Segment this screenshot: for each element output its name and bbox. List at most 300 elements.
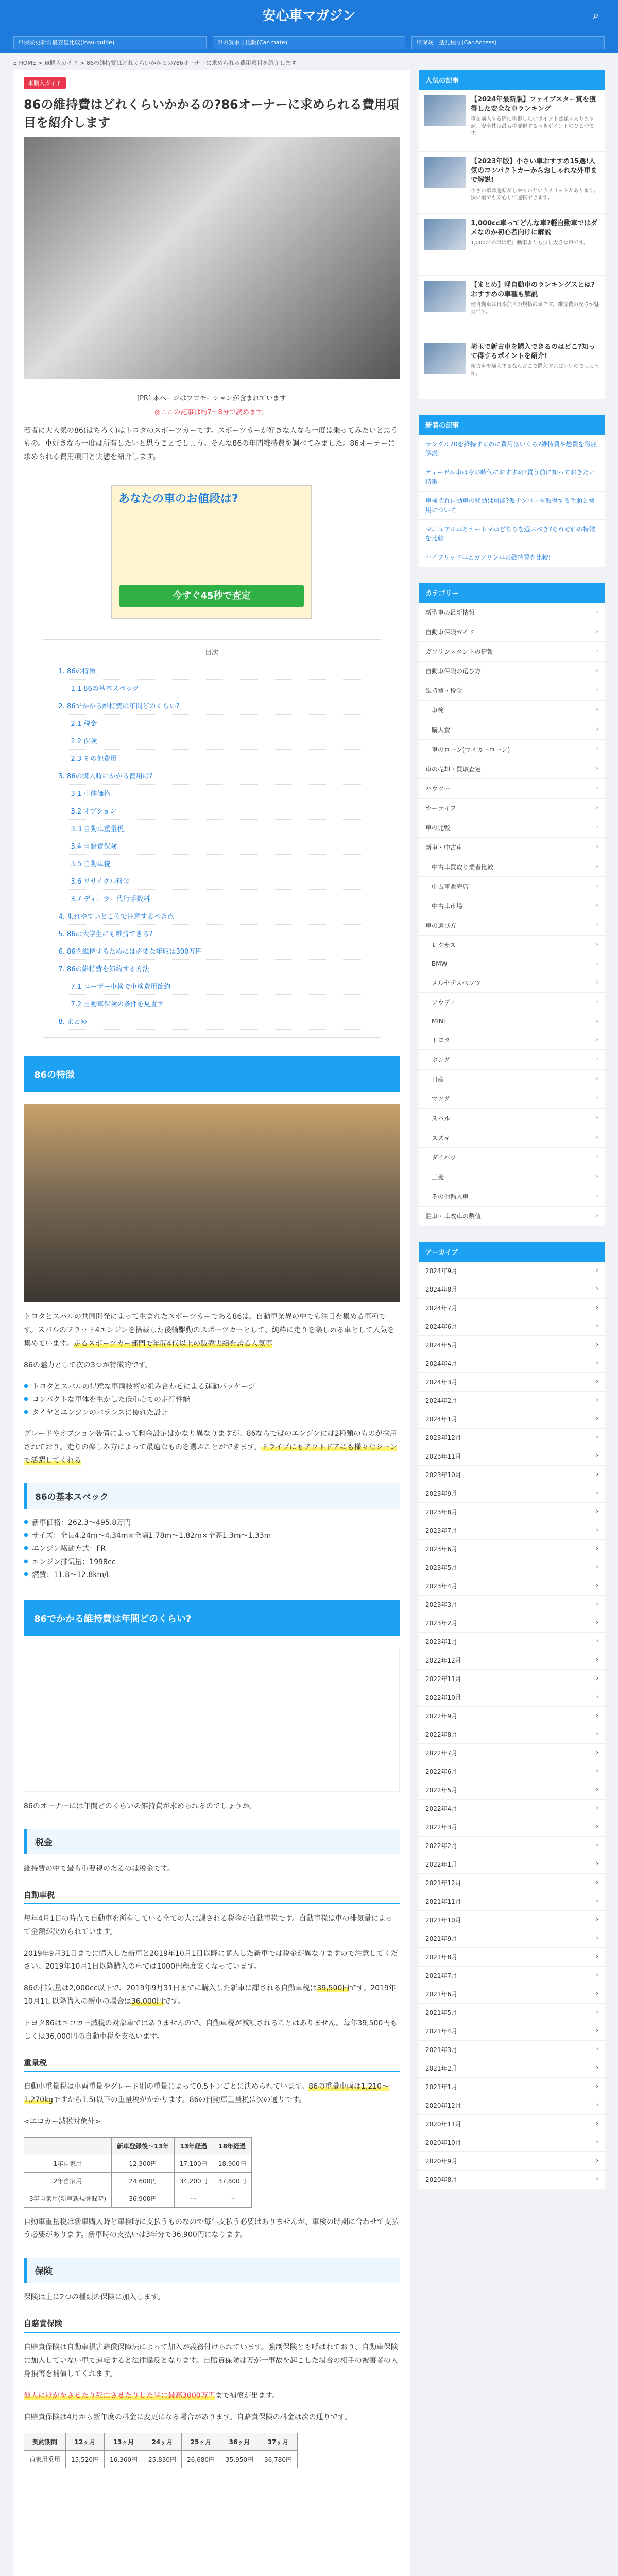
- features-text-2: 86の魅力として次の3つが特徴的です。: [24, 1361, 152, 1369]
- chevron-right-icon: ›: [596, 843, 598, 850]
- auto-tax-p2: 2019年9月31日までに購入した新車と2019年10月1日以降に購入した新車では税金が異なりますので注意してください。2019年10月1日以降購入の車では1000円程度安くなっています。: [24, 1949, 398, 1971]
- chevron-right-icon: ›: [596, 1153, 598, 1160]
- archive-label: 2022年3月: [425, 1824, 458, 1831]
- archive-item[interactable]: [419, 1429, 605, 1447]
- category-item[interactable]: [419, 779, 605, 799]
- category-item[interactable]: [419, 857, 605, 877]
- search-icon[interactable]: ⌕: [592, 9, 599, 22]
- breadcrumb[interactable]: ⌂ HOME > 車購入ガイド > 86の維持費はどれくらいかかるの?86オーナーに求められる費用項目を紹介します: [13, 60, 297, 66]
- toc-item[interactable]: 5. 86は大学生にも維持できる?: [59, 925, 365, 942]
- chevron-right-icon: ›: [596, 804, 598, 811]
- features-p3: グレードやオプション装備によって料金設定はかなり異なりますが、86ならではのエンジンには2種類のものが採用されており、走りの楽しみ方によって最適なものを選ぶことができます。: [24, 1430, 397, 1452]
- top-nav: [0, 32, 618, 53]
- list-item: ● エンジン排気量：1998cc: [24, 1556, 400, 1569]
- archive-label: 2020年10月: [425, 2139, 461, 2146]
- archive-label: 2022年11月: [425, 1675, 461, 1683]
- chevron-right-icon: ›: [596, 1526, 598, 1533]
- table-header: 新車登録後～13年: [112, 2137, 175, 2155]
- list-item: ● エンジン駆動方式：FR: [24, 1543, 400, 1555]
- table-row: [24, 2190, 252, 2207]
- archive-item[interactable]: [419, 2096, 605, 2115]
- category-item[interactable]: [419, 955, 605, 973]
- chevron-right-icon: ›: [596, 1711, 598, 1719]
- features-text-1: [24, 1311, 400, 1351]
- category-head: カテゴリー: [419, 583, 605, 603]
- archive-item[interactable]: [419, 2152, 605, 2171]
- popular-article-title[interactable]: 【2023年版】小さい車おすすめ15選!人気のコンパクトカーからおしゃれな外車まで解説!: [471, 158, 597, 184]
- archive-item[interactable]: [419, 1818, 605, 1837]
- table-row: [24, 2172, 252, 2190]
- chevron-right-icon: ›: [596, 1507, 598, 1515]
- chevron-right-icon: ›: [596, 2027, 598, 2034]
- heading-cali: 自賠責保険: [24, 2318, 400, 2333]
- toc-item[interactable]: 3.7 ディーラー代行手数料: [59, 890, 365, 907]
- category-item[interactable]: [419, 720, 605, 740]
- chevron-right-icon: ›: [596, 1341, 598, 1348]
- popular-article-desc: 新古車を購入するならどこで購入すればいいのでしょうか。: [471, 364, 599, 377]
- category-item[interactable]: [419, 1012, 605, 1030]
- archive-item[interactable]: [419, 1725, 605, 1744]
- archive-item[interactable]: [419, 1781, 605, 1800]
- category-item[interactable]: [419, 662, 605, 681]
- toc-item[interactable]: 3. 86の購入時にかかる費用は?: [59, 767, 365, 785]
- table-cell: 16,360円: [105, 2450, 143, 2468]
- chevron-right-icon: ›: [596, 1582, 598, 1589]
- toc-item[interactable]: 7. 86の維持費を節約する方法: [59, 960, 365, 977]
- reading-time-text: ここの記事は約7～8分で読めます。: [160, 408, 269, 416]
- features-text-3: [24, 1428, 400, 1468]
- toc-item[interactable]: 8. まとめ: [59, 1012, 365, 1030]
- chevron-right-icon: ›: [596, 902, 598, 909]
- chevron-right-icon: ›: [596, 1452, 598, 1459]
- archive-label: 2024年9月: [425, 1267, 458, 1275]
- category-item[interactable]: [419, 916, 605, 936]
- toc-item[interactable]: 3.4 自賠責保険: [59, 837, 365, 855]
- article-thumbnail[interactable]: [424, 157, 466, 188]
- auto-tax-p4: トヨタ86はエコカー減税の対象車ではありませんので、自動車税が減額されることはありません。毎年39,500円もしくは36,000円の自動車税を支払います。: [24, 2019, 398, 2041]
- new-article-link[interactable]: ランクル70を維持するのに費用はいくら?維持費や燃費を徹底解説!: [419, 435, 605, 463]
- chevron-right-icon: ›: [596, 1378, 598, 1385]
- article-thumbnail[interactable]: [424, 281, 466, 312]
- heading-auto-tax: 自動車税: [24, 1889, 400, 1904]
- tax-intro: 維持費の中で最も重要視のあるのは税金です。: [24, 1864, 175, 1873]
- archive-item[interactable]: [419, 1707, 605, 1725]
- category-item[interactable]: [419, 622, 605, 642]
- archive-item[interactable]: [419, 1447, 605, 1466]
- archive-item[interactable]: [419, 2133, 605, 2152]
- category-item[interactable]: [419, 818, 605, 838]
- chevron-right-icon: ›: [596, 1359, 598, 1366]
- archive-label: 2020年9月: [425, 2158, 458, 2165]
- archive-item[interactable]: [419, 1800, 605, 1818]
- category-label: 三菱: [432, 1174, 444, 1181]
- toc-item[interactable]: 7.2 自動車保険の条件を見直す: [59, 995, 365, 1012]
- table-header: 18年経過: [213, 2137, 251, 2155]
- heading-insurance: 保険: [24, 2258, 400, 2283]
- chevron-right-icon: ›: [596, 2045, 598, 2053]
- auto-tax-p3-b: です。2019年10月1日以降購入の新車の場合は: [24, 1984, 396, 2006]
- toc-item[interactable]: 3.3 自動車重量税: [59, 820, 365, 837]
- heading-tax: 税金: [24, 1829, 400, 1854]
- toc-item[interactable]: 2.3 その他費用: [59, 750, 365, 767]
- category-label: 中古車販売店: [432, 883, 469, 890]
- archive-item[interactable]: [419, 1948, 605, 1967]
- article-thumbnail[interactable]: [424, 343, 466, 374]
- category-label: 駐車・車改車の数値: [425, 1213, 482, 1220]
- chevron-right-icon: ›: [596, 1953, 598, 1960]
- category-item[interactable]: [419, 993, 605, 1012]
- category-item[interactable]: [419, 1128, 605, 1148]
- cali-table: [24, 2433, 298, 2468]
- table-row: [24, 2450, 298, 2468]
- popular-article[interactable]: [419, 214, 605, 276]
- category-label: BMW: [432, 960, 448, 968]
- new-box: [419, 415, 605, 567]
- chevron-right-icon: ›: [596, 1415, 598, 1422]
- chevron-right-icon: ›: [596, 1860, 598, 1867]
- archive-item[interactable]: [419, 1392, 605, 1410]
- table-cell: 15,520円: [66, 2450, 105, 2468]
- archive-item[interactable]: [419, 1373, 605, 1392]
- category-label: 自動車保険の選び方: [425, 668, 482, 675]
- chevron-right-icon: ›: [596, 1433, 598, 1440]
- archive-label: 2023年8月: [425, 1509, 458, 1516]
- chevron-right-icon: ›: [596, 2082, 598, 2090]
- new-article-link[interactable]: マニュアル車とオートマ車どちらを選ぶべき?それぞれの特徴を比較: [419, 520, 605, 548]
- toc-item[interactable]: 2.1 税金: [59, 715, 365, 732]
- sidebar: [419, 70, 605, 2576]
- article-thumbnail[interactable]: [424, 219, 466, 250]
- chevron-right-icon: ›: [596, 978, 598, 986]
- chevron-right-icon: ›: [596, 1823, 598, 1830]
- nav-item[interactable]: 車保険更新の最安値比較(Insu-guide): [13, 36, 207, 49]
- toc-item[interactable]: 3.5 自動車税: [59, 855, 365, 872]
- toc-item[interactable]: 3.2 オプション: [59, 802, 365, 820]
- archive-item[interactable]: [419, 1521, 605, 1540]
- archive-item[interactable]: [419, 1967, 605, 1985]
- auto-tax-p3-hl: 39,500円: [317, 1984, 350, 1993]
- category-label: 車の選び方: [425, 922, 457, 929]
- auto-tax-p3-c: です。: [163, 1997, 185, 2006]
- category-item[interactable]: [419, 1148, 605, 1167]
- category-box: [419, 583, 605, 1226]
- chevron-right-icon: ›: [596, 628, 598, 635]
- category-label: MINI: [432, 1018, 445, 1025]
- category-item[interactable]: [419, 681, 605, 701]
- list-item: ● サイズ：全長4.24m～4.34m×全幅1.78m～1.82m×全高1.3m～1.33m: [24, 1530, 400, 1543]
- category-item[interactable]: [419, 642, 605, 662]
- chevron-right-icon: ›: [596, 1619, 598, 1626]
- archive-item[interactable]: [419, 1614, 605, 1633]
- page-title: 86の維持費はどれくらいかかるの?86オーナーに求められる費用項目を紹介します: [24, 97, 399, 130]
- archive-item[interactable]: [419, 1596, 605, 1614]
- chevron-right-icon: ›: [596, 2175, 598, 2182]
- popular-article[interactable]: [419, 276, 605, 337]
- archive-item[interactable]: [419, 1410, 605, 1429]
- category-item[interactable]: [419, 1070, 605, 1089]
- category-item[interactable]: [419, 1207, 605, 1226]
- archive-item[interactable]: [419, 1762, 605, 1781]
- category-item[interactable]: [419, 701, 605, 720]
- archive-item[interactable]: [419, 2115, 605, 2133]
- archive-item[interactable]: [419, 1651, 605, 1670]
- site-title[interactable]: 安心車マガジン: [262, 8, 356, 24]
- category-label: 車の売却・買取査定: [425, 766, 482, 773]
- archive-item[interactable]: [419, 2004, 605, 2022]
- chevron-right-icon: ›: [596, 1600, 598, 1607]
- category-label: 購入費: [432, 726, 451, 734]
- archive-item[interactable]: [419, 1336, 605, 1354]
- table-header: 契約期間: [24, 2433, 66, 2450]
- chevron-right-icon: ›: [596, 1322, 598, 1329]
- nav-item[interactable]: 車保険一括見積り(Car-Access): [411, 36, 605, 49]
- archive-label: 2021年9月: [425, 1935, 458, 1942]
- chevron-right-icon: ›: [596, 1018, 598, 1025]
- chevron-right-icon: ›: [596, 706, 598, 713]
- table-cell: 自家用乗用: [24, 2450, 66, 2468]
- archive-label: 2021年10月: [425, 1917, 461, 1924]
- category-item[interactable]: [419, 1030, 605, 1050]
- archive-label: 2020年8月: [425, 2176, 458, 2183]
- category-label: 新型車の最新情報: [425, 609, 475, 616]
- toc-item[interactable]: 7.1 ユーザー車検で車検費用節約: [59, 977, 365, 995]
- chevron-right-icon: ›: [596, 998, 598, 1005]
- archive-item[interactable]: [419, 2078, 605, 2096]
- archive-item[interactable]: [419, 1744, 605, 1762]
- new-article-link[interactable]: ディーゼル車は今の時代におすすめ?買う前に知っておきたい特徴: [419, 463, 605, 492]
- new-article-link[interactable]: 車検切れ自動車の移動は可能?仮ナンバーを取得する手順と費用について: [419, 492, 605, 520]
- archive-item[interactable]: [419, 1837, 605, 1855]
- popular-article-desc: 車を購入する際に重視したいポイントは様々ありますが、安全性は最も重要視するべきポイントのひとつです。: [471, 116, 594, 137]
- toc-item[interactable]: 6. 86を維持するためには必要な年収は300万円: [59, 942, 365, 960]
- category-label: 自動車保険ガイド: [425, 629, 475, 636]
- archive-label: 2024年8月: [425, 1286, 458, 1293]
- new-head: 新着の記事: [419, 415, 605, 435]
- category-label: 日産: [432, 1076, 444, 1083]
- archive-item[interactable]: [419, 1262, 605, 1280]
- features-p1: トヨタとスバルの共同開発によって生まれたスポーツカーである86は、自動車業界の中でも注目を集める車種です。スバルのフラット4エンジンを搭載した後輪駆動のスポーツカーとして、純粋に走りを楽しめる車として人気を集めています。: [24, 1313, 394, 1348]
- popular-article[interactable]: [419, 152, 605, 214]
- archive-label: 2023年2月: [425, 1620, 458, 1627]
- archive-item[interactable]: [419, 1929, 605, 1948]
- table-header-row: [24, 2137, 252, 2155]
- chevron-right-icon: ›: [596, 2157, 598, 2164]
- table-cell: 18,900円: [213, 2155, 251, 2172]
- chevron-right-icon: ›: [596, 784, 598, 791]
- archive-item[interactable]: [419, 1466, 605, 1484]
- category-item[interactable]: [419, 740, 605, 759]
- archive-box: [419, 1242, 605, 2189]
- category-item[interactable]: [419, 896, 605, 916]
- chevron-right-icon: ›: [596, 1470, 598, 1478]
- chevron-right-icon: ›: [596, 1036, 598, 1043]
- archive-label: 2024年6月: [425, 1323, 458, 1330]
- archive-item[interactable]: [419, 1688, 605, 1707]
- nav-item[interactable]: 車の買取り比較(Car-mate): [213, 36, 406, 49]
- chevron-right-icon: ›: [596, 862, 598, 870]
- toc-item[interactable]: 1.1 86の基本スペック: [59, 680, 365, 697]
- chevron-right-icon: ›: [596, 1693, 598, 1700]
- archive-label: 2021年6月: [425, 1991, 458, 1998]
- table-header: 36ヶ月: [220, 2433, 259, 2450]
- reading-time: ◎ここの記事は約7～8分で読めます。: [154, 408, 269, 416]
- archive-item[interactable]: [419, 1540, 605, 1558]
- table-cell: 2年自家用: [24, 2172, 112, 2190]
- category-label: ハウツー: [425, 785, 451, 792]
- archive-label: 2023年12月: [425, 1434, 461, 1442]
- chevron-right-icon: ›: [596, 1396, 598, 1403]
- toc-item[interactable]: 2.2 保険: [59, 732, 365, 750]
- chevron-right-icon: ›: [596, 1916, 598, 1923]
- table-cell: 3年自家用(新車新規登録時): [24, 2190, 112, 2207]
- popular-article-text: [471, 219, 599, 270]
- archive-item[interactable]: [419, 1633, 605, 1651]
- archive-item[interactable]: [419, 2171, 605, 2189]
- category-label: マツダ: [432, 1095, 450, 1103]
- table-cell: 36,780円: [259, 2450, 298, 2468]
- chevron-right-icon: ›: [596, 1173, 598, 1180]
- chevron-right-icon: ›: [596, 1192, 598, 1199]
- table-header: 13ヶ月: [105, 2433, 143, 2450]
- category-item[interactable]: [419, 1050, 605, 1070]
- category-label: メルセデスベンツ: [432, 979, 481, 987]
- archive-item[interactable]: [419, 1317, 605, 1336]
- article-thumbnail[interactable]: [424, 95, 466, 126]
- archive-label: 2020年12月: [425, 2102, 461, 2109]
- archive-label: 2022年5月: [425, 1787, 458, 1794]
- archive-item[interactable]: [419, 1855, 605, 1874]
- weight-tax-p1-a: 自動車重量税は車両重量やグレード別の重量によって0.5トンごとに決められています。: [24, 2082, 309, 2091]
- archive-item[interactable]: [419, 1577, 605, 1596]
- category-label: スズキ: [432, 1134, 451, 1142]
- category-label: 中古車市場: [432, 903, 463, 910]
- toc-item[interactable]: 2. 86でかかる維持費は年間どのくらい?: [59, 697, 365, 715]
- chevron-right-icon: ›: [596, 941, 598, 948]
- list-item: ● コンパクトな車体を生かした低重心での走行性能: [24, 1394, 400, 1406]
- chevron-right-icon: ›: [596, 608, 598, 615]
- archive-item[interactable]: [419, 1299, 605, 1317]
- chevron-right-icon: ›: [596, 725, 598, 733]
- chevron-right-icon: ›: [596, 1971, 598, 1978]
- popular-article[interactable]: [419, 337, 605, 399]
- archive-item[interactable]: [419, 1892, 605, 1911]
- table-cell: 17,100円: [174, 2155, 213, 2172]
- archive-item[interactable]: [419, 1280, 605, 1299]
- category-item[interactable]: [419, 1167, 605, 1187]
- site-header: [0, 0, 618, 32]
- popular-article-title[interactable]: 【まとめ】軽自動車のランキングスとは?おすすめの車種も解説: [471, 281, 595, 299]
- chevron-right-icon: ›: [596, 647, 598, 654]
- chevron-right-icon: ›: [596, 1878, 598, 1886]
- archive-item[interactable]: [419, 2059, 605, 2078]
- category-item[interactable]: [419, 973, 605, 993]
- archive-item[interactable]: [419, 2022, 605, 2041]
- category-item[interactable]: [419, 877, 605, 896]
- toc-item[interactable]: 3.6 リサイクル料金: [59, 872, 365, 890]
- category-item[interactable]: [419, 1187, 605, 1207]
- category-badge[interactable]: 車購入ガイド: [24, 77, 66, 89]
- category-label: 車検: [432, 707, 444, 714]
- weight-tax-p2: 自動車重量税は新車購入時と車検時に支払うものなので毎年支払う必要はありませんが、車検の時期に合わせて支払う必要があります。新車時の支払いは3年分で36,900円になります。: [24, 2217, 399, 2240]
- archive-label: 2022年4月: [425, 1805, 458, 1812]
- cali-p1: 自賠責保険は自動車損害賠償保障法によって加入が義務付けられています。強制保険とも呼ばれており、自動車保険に加入していない車で運転すると法律違反となります。自賠責保険は万が一事故を起こした場合の相手の被害者の人身損害を補償してくれます。: [24, 2343, 398, 2379]
- archive-item[interactable]: [419, 1484, 605, 1503]
- popular-article-title[interactable]: 【2024年最新版】ファイブスター賞を獲得した安全な車ランキング: [471, 96, 596, 113]
- archive-label: 2022年6月: [425, 1768, 458, 1775]
- chevron-right-icon: ›: [596, 1656, 598, 1663]
- chevron-right-icon: ›: [596, 745, 598, 752]
- toc-item[interactable]: 1. 86の特徴: [59, 662, 365, 680]
- archive-item[interactable]: [419, 1558, 605, 1577]
- archive-item[interactable]: [419, 1354, 605, 1373]
- cali-p2: 自賠責保険は4月から新年度の料金に変更になる場合があります。自賠責保険の料金は次の通りです。: [24, 2413, 352, 2421]
- new-article-link[interactable]: ハイブリッド車とガソリン車の維持費を比較!: [419, 548, 605, 567]
- chevron-right-icon: ›: [596, 2120, 598, 2127]
- features-list: [24, 1381, 400, 1420]
- archive-item[interactable]: [419, 1985, 605, 2004]
- category-item[interactable]: [419, 936, 605, 955]
- popular-article-title[interactable]: 埼玉で新古車を購入できるのはどこ?知って得するポイントを紹介!: [471, 343, 595, 361]
- archive-item[interactable]: [419, 1670, 605, 1688]
- category-label: 新車・中古車: [425, 844, 463, 851]
- archive-label: 2024年5月: [425, 1342, 458, 1349]
- category-item[interactable]: [419, 838, 605, 857]
- heading-weight-tax: 重量税: [24, 2057, 400, 2072]
- cali-hl: 他人にけがをさせたり死亡させたりした時に最高3000万円: [24, 2391, 215, 2400]
- category-item[interactable]: [419, 1089, 605, 1109]
- table-cell: 24,600円: [112, 2172, 175, 2190]
- category-item[interactable]: [419, 759, 605, 779]
- banner-head: あなたの車のお値段は?: [118, 493, 238, 506]
- appraisal-banner[interactable]: [111, 485, 312, 619]
- chevron-right-icon: ›: [596, 2064, 598, 2071]
- chevron-right-icon: ›: [596, 1489, 598, 1496]
- eco-label: <エコカー減税対象外>: [24, 2117, 101, 2126]
- category-item[interactable]: [419, 603, 605, 622]
- archive-item[interactable]: [419, 1874, 605, 1892]
- table-cell: 35,950円: [220, 2450, 259, 2468]
- toc-item[interactable]: 4. 乗れやすいところで注意するべき点: [59, 907, 365, 925]
- chevron-right-icon: ›: [596, 1212, 598, 1219]
- table-cell: 1年自家用: [24, 2155, 112, 2172]
- category-label: 中古車買取り業者比較: [432, 863, 494, 871]
- category-label: カーライフ: [425, 805, 456, 812]
- weight-tax-p1: [24, 2080, 400, 2107]
- weight-tax-p1-hl: 86の重量車両は1,210～1,270kg: [24, 2082, 389, 2104]
- category-item[interactable]: [419, 1109, 605, 1128]
- archive-item[interactable]: [419, 1503, 605, 1521]
- auto-tax-p3-a: 86の排気量は2,000cc以下で、2019年9月31日までに購入した新車に課される自動車税は: [24, 1984, 317, 1993]
- popular-article[interactable]: [419, 90, 605, 152]
- list-item: ● タイヤとエンジンのバランスに優れた設計: [24, 1406, 400, 1419]
- popular-article-text: [471, 95, 599, 146]
- toc-item[interactable]: 3.1 車体価格: [59, 785, 365, 802]
- list-item: ● 燃費：11.8～12.8km/L: [24, 1569, 400, 1582]
- list-item: ● トヨタとスバルの得意な車両技術の組み合わせによる運動パッケージ: [24, 1381, 400, 1394]
- category-item[interactable]: [419, 799, 605, 818]
- category-label: ホンダ: [432, 1056, 450, 1063]
- popular-article-title[interactable]: 1,000cc車ってどんな車?軽自動車ではダメなのか初心者向けに解説: [471, 219, 598, 237]
- cali-hl-b: まで補償が出ます。: [215, 2391, 280, 2400]
- appraisal-button[interactable]: 今すぐ45秒で査定: [119, 585, 304, 607]
- archive-label: 2022年7月: [425, 1750, 458, 1757]
- archive-head: アーカイブ: [419, 1242, 605, 1262]
- chevron-right-icon: ›: [596, 1990, 598, 1997]
- table-cell: ー: [213, 2190, 251, 2207]
- archive-item[interactable]: [419, 2041, 605, 2059]
- archive-item[interactable]: [419, 1911, 605, 1929]
- chevron-right-icon: ›: [596, 1075, 598, 1082]
